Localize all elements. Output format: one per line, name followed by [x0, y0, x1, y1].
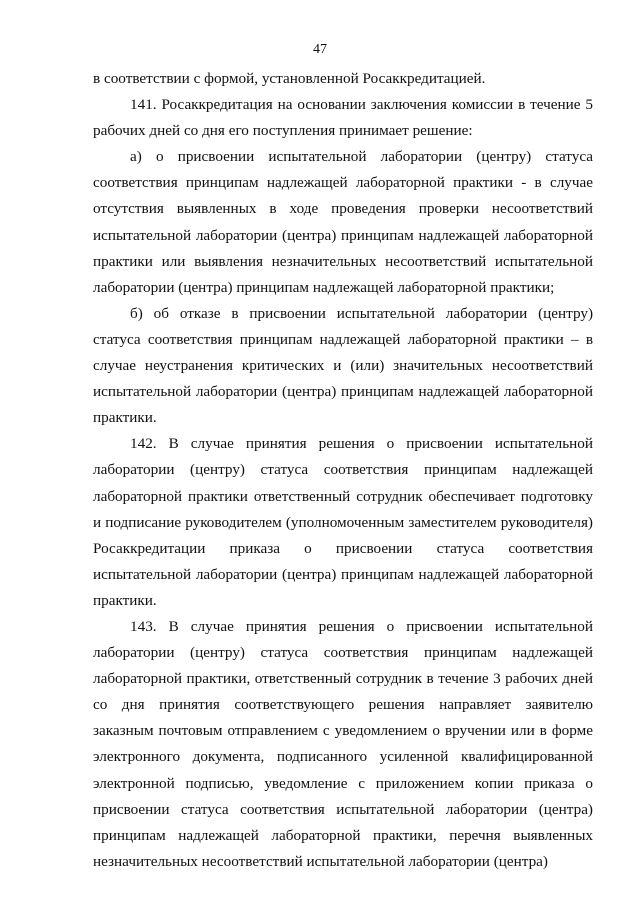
- paragraph-continuation: в соответствии с формой, установленной Росаккредитацией.: [93, 70, 486, 87]
- paragraph-141-a: а) о присвоении испытательной лаборатории (центру) статуса соответствия принципам надлежащей лабораторной практики - в случае отсутствия выявленных в ходе проведения проверки несоответствий испытательной лаборатории (центра) принципам надлежащей лабораторной практики или выявления незначительных несоответствий испытательной лаборатории (центра) принципам надлежащей лабораторной практики;: [93, 148, 593, 296]
- page-number: 47: [313, 42, 327, 57]
- document-body: [93, 66, 593, 875]
- paragraph-142: 142. В случае принятия решения о присвоении испытательной лаборатории (центру) статуса соответствия принципам надлежащей лабораторной практики ответственный сотрудник обеспечивает подготовку и подписание руководителем (уполномоченным заместителем руководителя) Росаккредитации приказа о присвоении статуса соответствия испытательной лаборатории (центра) принципам надлежащей лабораторной практики.: [93, 435, 593, 609]
- paragraph-143: 143. В случае принятия решения о присвоении испытательной лаборатории (центру) статуса соответствия принципам надлежащей лабораторной практики, ответственный сотрудник в течение 3 рабочих дней со дня принятия соответствующего решения направляет заявителю заказным почтовым отправлением с уведомлением о вручении или в форме электронного документа, подписанного усиленной квалифицированной электронной подписью, уведомление с приложением копии приказа о присвоении статуса соответствия испытательной лаборатории (центра) принципам надлежащей лабораторной практики, перечня выявленных незначительных несоответствий испытательной лаборатории (центра): [93, 617, 593, 870]
- paragraph-141: 141. Росаккредитация на основании заключения комиссии в течение 5 рабочих дней со дня его поступления принимает решение:: [93, 96, 593, 140]
- paragraph-141-b: б) об отказе в присвоении испытательной лаборатории (центру) статуса соответствия принципам надлежащей лабораторной практики – в случае неустранения критических и (или) значительных несоответствий испытательной лаборатории (центра) принципам надлежащей лабораторной практики.: [93, 304, 593, 427]
